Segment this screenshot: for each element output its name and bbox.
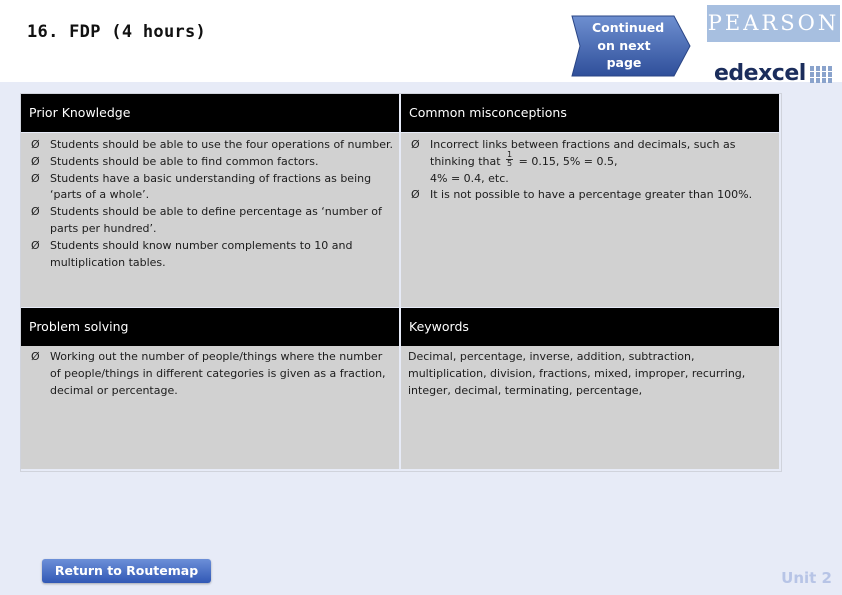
prior-knowledge-cell bbox=[21, 133, 399, 307]
list-item: Ø Working out the number of people/things where the number of people/things in different categories is given as a fraction, decimal or percentage. bbox=[31, 350, 386, 397]
list-item: Ø It is not possible to have a percentage greater than 100%. bbox=[408, 187, 773, 204]
list-item: Ø Students should know number complements to 10 and multiplication tables. bbox=[31, 238, 353, 269]
problem-solving-cell bbox=[21, 346, 399, 469]
keywords-text: Decimal, percentage, inverse, addition, subtraction, multiplication, division, fractions, mixed, improper, recurring, integer, decimal, terminating, percentage, bbox=[408, 350, 746, 397]
arrow-bullet-icon: Ø bbox=[31, 154, 40, 168]
page-title: 16. FDP (4 hours) bbox=[27, 22, 207, 42]
prior-knowledge-header: Prior Knowledge bbox=[21, 94, 399, 132]
arrow-bullet-icon: Ø bbox=[31, 350, 40, 363]
arrow-bullet-icon: Ø bbox=[411, 188, 420, 202]
arrow-bullet-icon: Ø bbox=[31, 171, 40, 185]
pearson-logo: PEARSON bbox=[707, 5, 840, 42]
return-to-routemap-button[interactable]: Return to Routemap bbox=[42, 559, 211, 583]
misconceptions-header: Common misconceptions bbox=[401, 94, 779, 132]
edexcel-grid-icon bbox=[810, 66, 832, 84]
unit-label: Unit 2 bbox=[781, 569, 832, 587]
list-item: Ø Students should be able to find common factors. bbox=[28, 154, 393, 171]
list-item: Ø Students should be able to define percentage as ‘number of parts per hundred’. bbox=[31, 205, 382, 235]
list-item: Ø Students should be able to use the four operations of number. bbox=[28, 137, 393, 154]
fraction-one-fifth: $\frac{1}{5}$ bbox=[507, 150, 513, 169]
keywords-cell bbox=[401, 346, 779, 469]
top-bar bbox=[0, 0, 842, 86]
keywords-header: Keywords bbox=[401, 308, 779, 346]
problem-solving-header: Problem solving bbox=[21, 308, 399, 346]
misconceptions-list bbox=[408, 137, 773, 204]
arrow-bullet-icon: Ø bbox=[31, 205, 40, 219]
edexcel-logo bbox=[706, 62, 840, 86]
continued-label: Continued on next page bbox=[592, 20, 665, 70]
continued-next-page-button[interactable] bbox=[570, 14, 692, 78]
problem-solving-list bbox=[28, 349, 393, 399]
arrow-bullet-icon: Ø bbox=[31, 138, 40, 151]
edexcel-wordmark: edexcel bbox=[714, 61, 806, 86]
arrow-bullet-icon: Ø bbox=[411, 138, 420, 151]
arrow-bullet-icon: Ø bbox=[31, 238, 40, 252]
list-item: Ø Incorrect links between fractions and decimals, such as thinking that $\frac{1}{5}$ = 0.15, 5% = 0.5, 4% = 0.4, etc. bbox=[411, 138, 736, 185]
misconceptions-cell bbox=[401, 133, 779, 307]
list-item: Ø Students have a basic understanding of fractions as being ‘parts of a whole’. bbox=[31, 171, 372, 202]
prior-knowledge-list bbox=[28, 137, 393, 271]
